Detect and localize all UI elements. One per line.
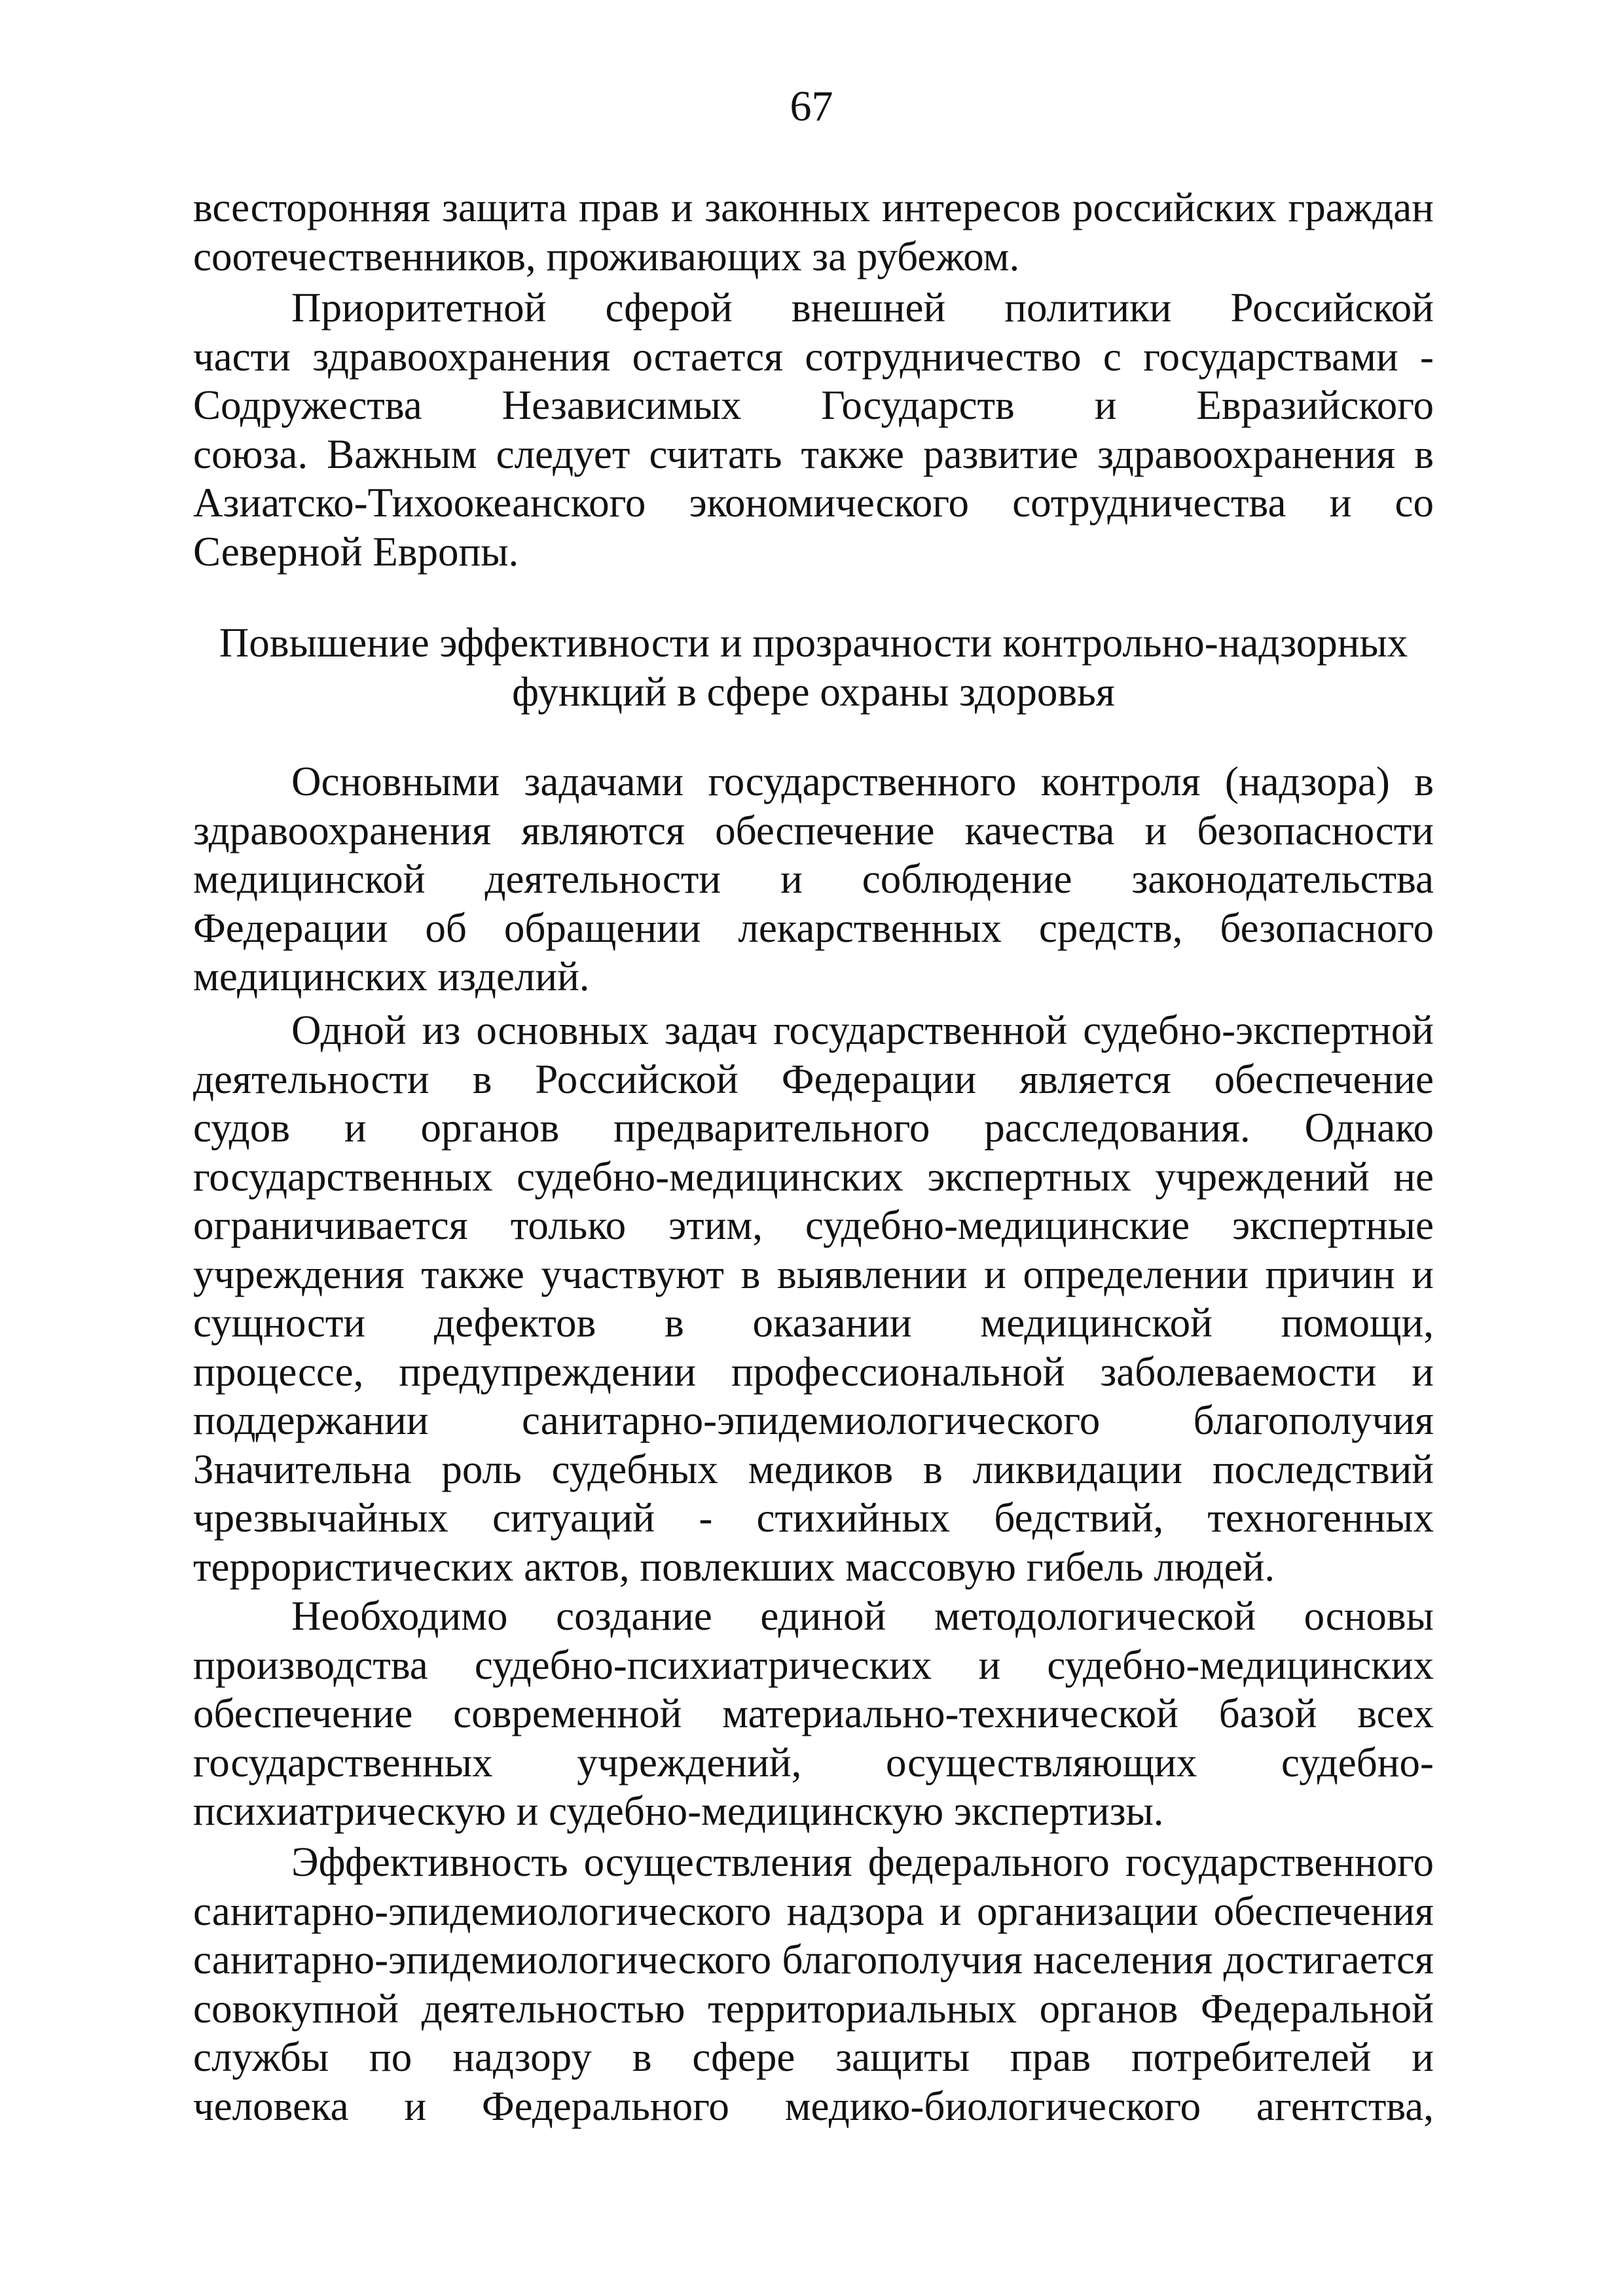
text-line: Эффективность осуществления федерального государственного — [291, 1839, 1434, 1885]
text-line: государственных учреждений, осуществляющих судебно- — [193, 1739, 1434, 1785]
text-line: Приоритетной сферой внешней политики Российской — [291, 285, 1434, 331]
paragraph-3 — [193, 757, 1434, 1001]
page-number: 67 — [790, 82, 833, 130]
text-line: психиатрическую и судебно-медицинскую экспертизы. — [193, 1788, 1164, 1834]
text-line: соотечественников, проживающих за рубежом. — [193, 233, 1020, 279]
text-line: службы по надзору в сфере защиты прав потребителей и — [193, 2034, 1434, 2080]
text-line: санитарно-эпидемиологического благополучия населения достигается — [193, 1937, 1434, 1982]
text-line: Содружества Независимых Государств и Евразийского — [193, 382, 1434, 428]
text-line: Федерации об обращении лекарственных средств, безопасного — [193, 905, 1434, 951]
text-line: санитарно-эпидемиологического надзора и организации обеспечения — [193, 1888, 1434, 1934]
text-line: Основными задачами государственного контроля (надзора) в — [291, 759, 1434, 804]
paragraph-2 — [193, 283, 1434, 576]
heading-line: функций в сфере охраны здоровья — [512, 668, 1115, 715]
text-line: Азиатско-Тихоокеанского экономического сотрудничества и со — [193, 480, 1434, 526]
text-line: части здравоохранения остается сотрудничество с государствами - — [193, 333, 1434, 380]
paragraph-4 — [193, 1006, 1434, 1591]
text-line: союза. Важным следует считать также развитие здравоохранения в — [193, 431, 1434, 477]
text-line: производства судебно-психиатрических и судебно-медицинских — [193, 1641, 1434, 1688]
paragraph-6 — [193, 1838, 1434, 2130]
paragraph-1 — [193, 183, 1434, 281]
text-line: медицинской деятельности и соблюдение законодательства — [193, 856, 1434, 902]
text-line: государственных судебно-медицинских экспертных учреждений не — [193, 1153, 1434, 1200]
text-line: деятельности в Российской Федерации является обеспечение — [193, 1056, 1434, 1102]
text-line: процессе, предупреждении профессиональной заболеваемости и — [193, 1348, 1434, 1395]
text-line: всесторонняя защита прав и законных интересов российских граждан — [193, 185, 1434, 230]
text-line: обеспечение современной материально-технической базой всех — [193, 1691, 1434, 1736]
text-line: человека и Федерального медико-биологического агентства, — [193, 2083, 1434, 2129]
text-line: Северной Европы. — [193, 528, 519, 575]
text-line: Одной из основных задач государственной судебно-экспертной — [291, 1007, 1434, 1053]
section-heading — [193, 619, 1434, 716]
heading-line: Повышение эффективности и прозрачности контрольно-надзорных — [219, 620, 1408, 666]
text-line: Необходимо создание единой методологической основы — [291, 1593, 1434, 1639]
text-line: совокупной деятельностью территориальных органов Федеральной — [193, 1985, 1434, 2032]
text-line: поддержании санитарно-эпидемиологического благополучия — [193, 1397, 1434, 1443]
paragraph-5 — [193, 1592, 1434, 1836]
text-line: сущности дефектов в оказании медицинской помощи, — [193, 1300, 1434, 1346]
text-line: ограничивается только этим, судебно-медицинские экспертные — [193, 1202, 1434, 1248]
text-line: здравоохранения являются обеспечение качества и безопасности — [193, 807, 1434, 853]
text-line: судов и органов предварительного расследования. Однако — [193, 1105, 1434, 1151]
text-line: террористических актов, повлекших массовую гибель людей. — [193, 1543, 1275, 1590]
text-line: медицинских изделий. — [193, 954, 590, 999]
text-line: чрезвычайных ситуаций - стихийных бедствий, техногенных — [193, 1495, 1434, 1541]
text-line: Значительна роль судебных медиков в ликвидации последствий — [193, 1446, 1434, 1492]
text-line: учреждения также участвуют в выявлении и определении причин и — [193, 1251, 1434, 1297]
